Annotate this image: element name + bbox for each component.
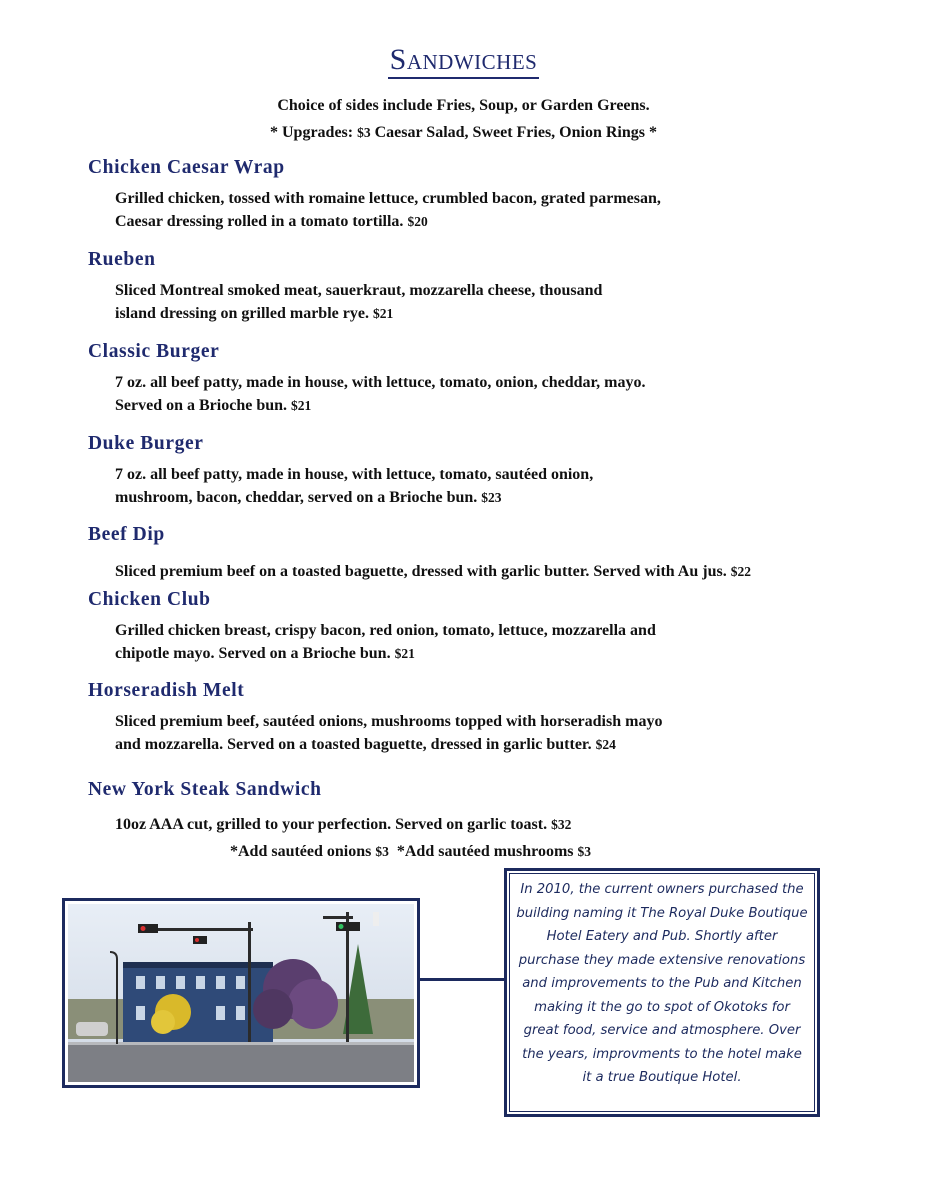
item-price: $22 [730,564,751,579]
item-name-chicken-caesar-wrap: Chicken Caesar Wrap [88,157,285,178]
item-price: $24 [595,737,616,752]
hotel-photo [65,901,417,1085]
item-name-duke-burger: Duke Burger [88,433,204,454]
upgrades-prefix: * Upgrades: [270,124,358,141]
connector-line [420,978,506,981]
item-desc-chicken-caesar-wrap [115,187,875,233]
item-price: $21 [372,306,394,321]
item-desc-beef-dip [115,560,905,583]
add-mushrooms-label: *Add sautéed mushrooms [396,843,578,860]
item-price: $23 [481,490,502,505]
item-desc-chicken-club [115,619,875,665]
add-ons-line [230,843,591,861]
upgrades-suffix: Caesar Salad, Sweet Fries, Onion Rings * [370,124,657,141]
menu-title-text: Sandwiches [388,44,540,79]
upgrades-line [0,124,927,142]
desc-line: Sliced Montreal smoked meat, sauerkraut, mozzarella cheese, thousand [115,282,603,299]
desc-line: island dressing on grilled marble rye. $21 [115,305,394,322]
item-price: $21 [291,398,312,413]
desc-line: Grilled chicken, tossed with romaine lettuce, crumbled bacon, grated parmesan, [115,190,661,207]
add-onions-label: *Add sautéed onions [230,843,376,860]
item-price: $32 [551,817,572,832]
desc-line: Grilled chicken breast, crispy bacon, red onion, tomato, lettuce, mozzarella and [115,622,656,639]
hotel-story-text: In 2010, the current owners purchased the building naming it The Royal Duke Boutique Hotel Eatery and Pub. Shortly after purchase they made extensive renovations and improvements to the Pub and Kitchen making it the go to spot of Okotoks for great food, service and atmosphere. Over the years, improvments to the hotel make it a true Boutique Hotel. [509,873,815,1112]
item-desc-classic-burger [115,371,875,417]
sides-line: Choice of sides include Fries, Soup, or Garden Greens. [277,97,650,114]
desc-line: Served on a Brioche bun. $21 [115,397,312,414]
item-price: $20 [407,214,428,229]
desc-line: and mozzarella. Served on a toasted baguette, dressed in garlic butter. $24 [115,736,616,753]
item-name-classic-burger: Classic Burger [88,341,220,362]
hotel-photo-frame [62,898,420,1088]
item-desc-new-york-steak-sandwich [115,813,875,836]
upgrades-price: $3 [357,125,371,140]
item-name-chicken-club: Chicken Club [88,589,211,610]
desc-line: mushroom, bacon, cheddar, served on a Brioche bun. $23 [115,489,502,506]
item-name-new-york-steak-sandwich: New York Steak Sandwich [88,779,322,800]
item-desc-horseradish-melt [115,710,875,756]
desc-line: 7 oz. all beef patty, made in house, with lettuce, tomato, sautéed onion, [115,466,594,483]
item-name-beef-dip: Beef Dip [88,524,165,545]
desc-line: 7 oz. all beef patty, made in house, with lettuce, tomato, onion, cheddar, mayo. [115,374,646,391]
hotel-story-box [504,868,820,1117]
item-desc-rueben [115,279,875,325]
desc-line: chipotle mayo. Served on a Brioche bun. $21 [115,645,415,662]
item-price: $21 [394,646,415,661]
hotel-building-illustration [68,904,414,1082]
add-onions-price: $3 [375,844,389,859]
menu-title [0,44,927,79]
item-name-rueben: Rueben [88,249,156,270]
item-desc-duke-burger [115,463,875,509]
desc-line: 10oz AAA cut, grilled to your perfection. Served on garlic toast. $32 [115,816,572,833]
desc-line: Sliced premium beef, sautéed onions, mushrooms topped with horseradish mayo [115,713,663,730]
add-mushrooms-price: $3 [577,844,591,859]
desc-line: Caesar dressing rolled in a tomato tortilla. $20 [115,213,428,230]
desc-line: Sliced premium beef on a toasted baguette, dressed with garlic butter. Served with Au jus. $22 [115,563,751,580]
item-name-horseradish-melt: Horseradish Melt [88,680,245,701]
